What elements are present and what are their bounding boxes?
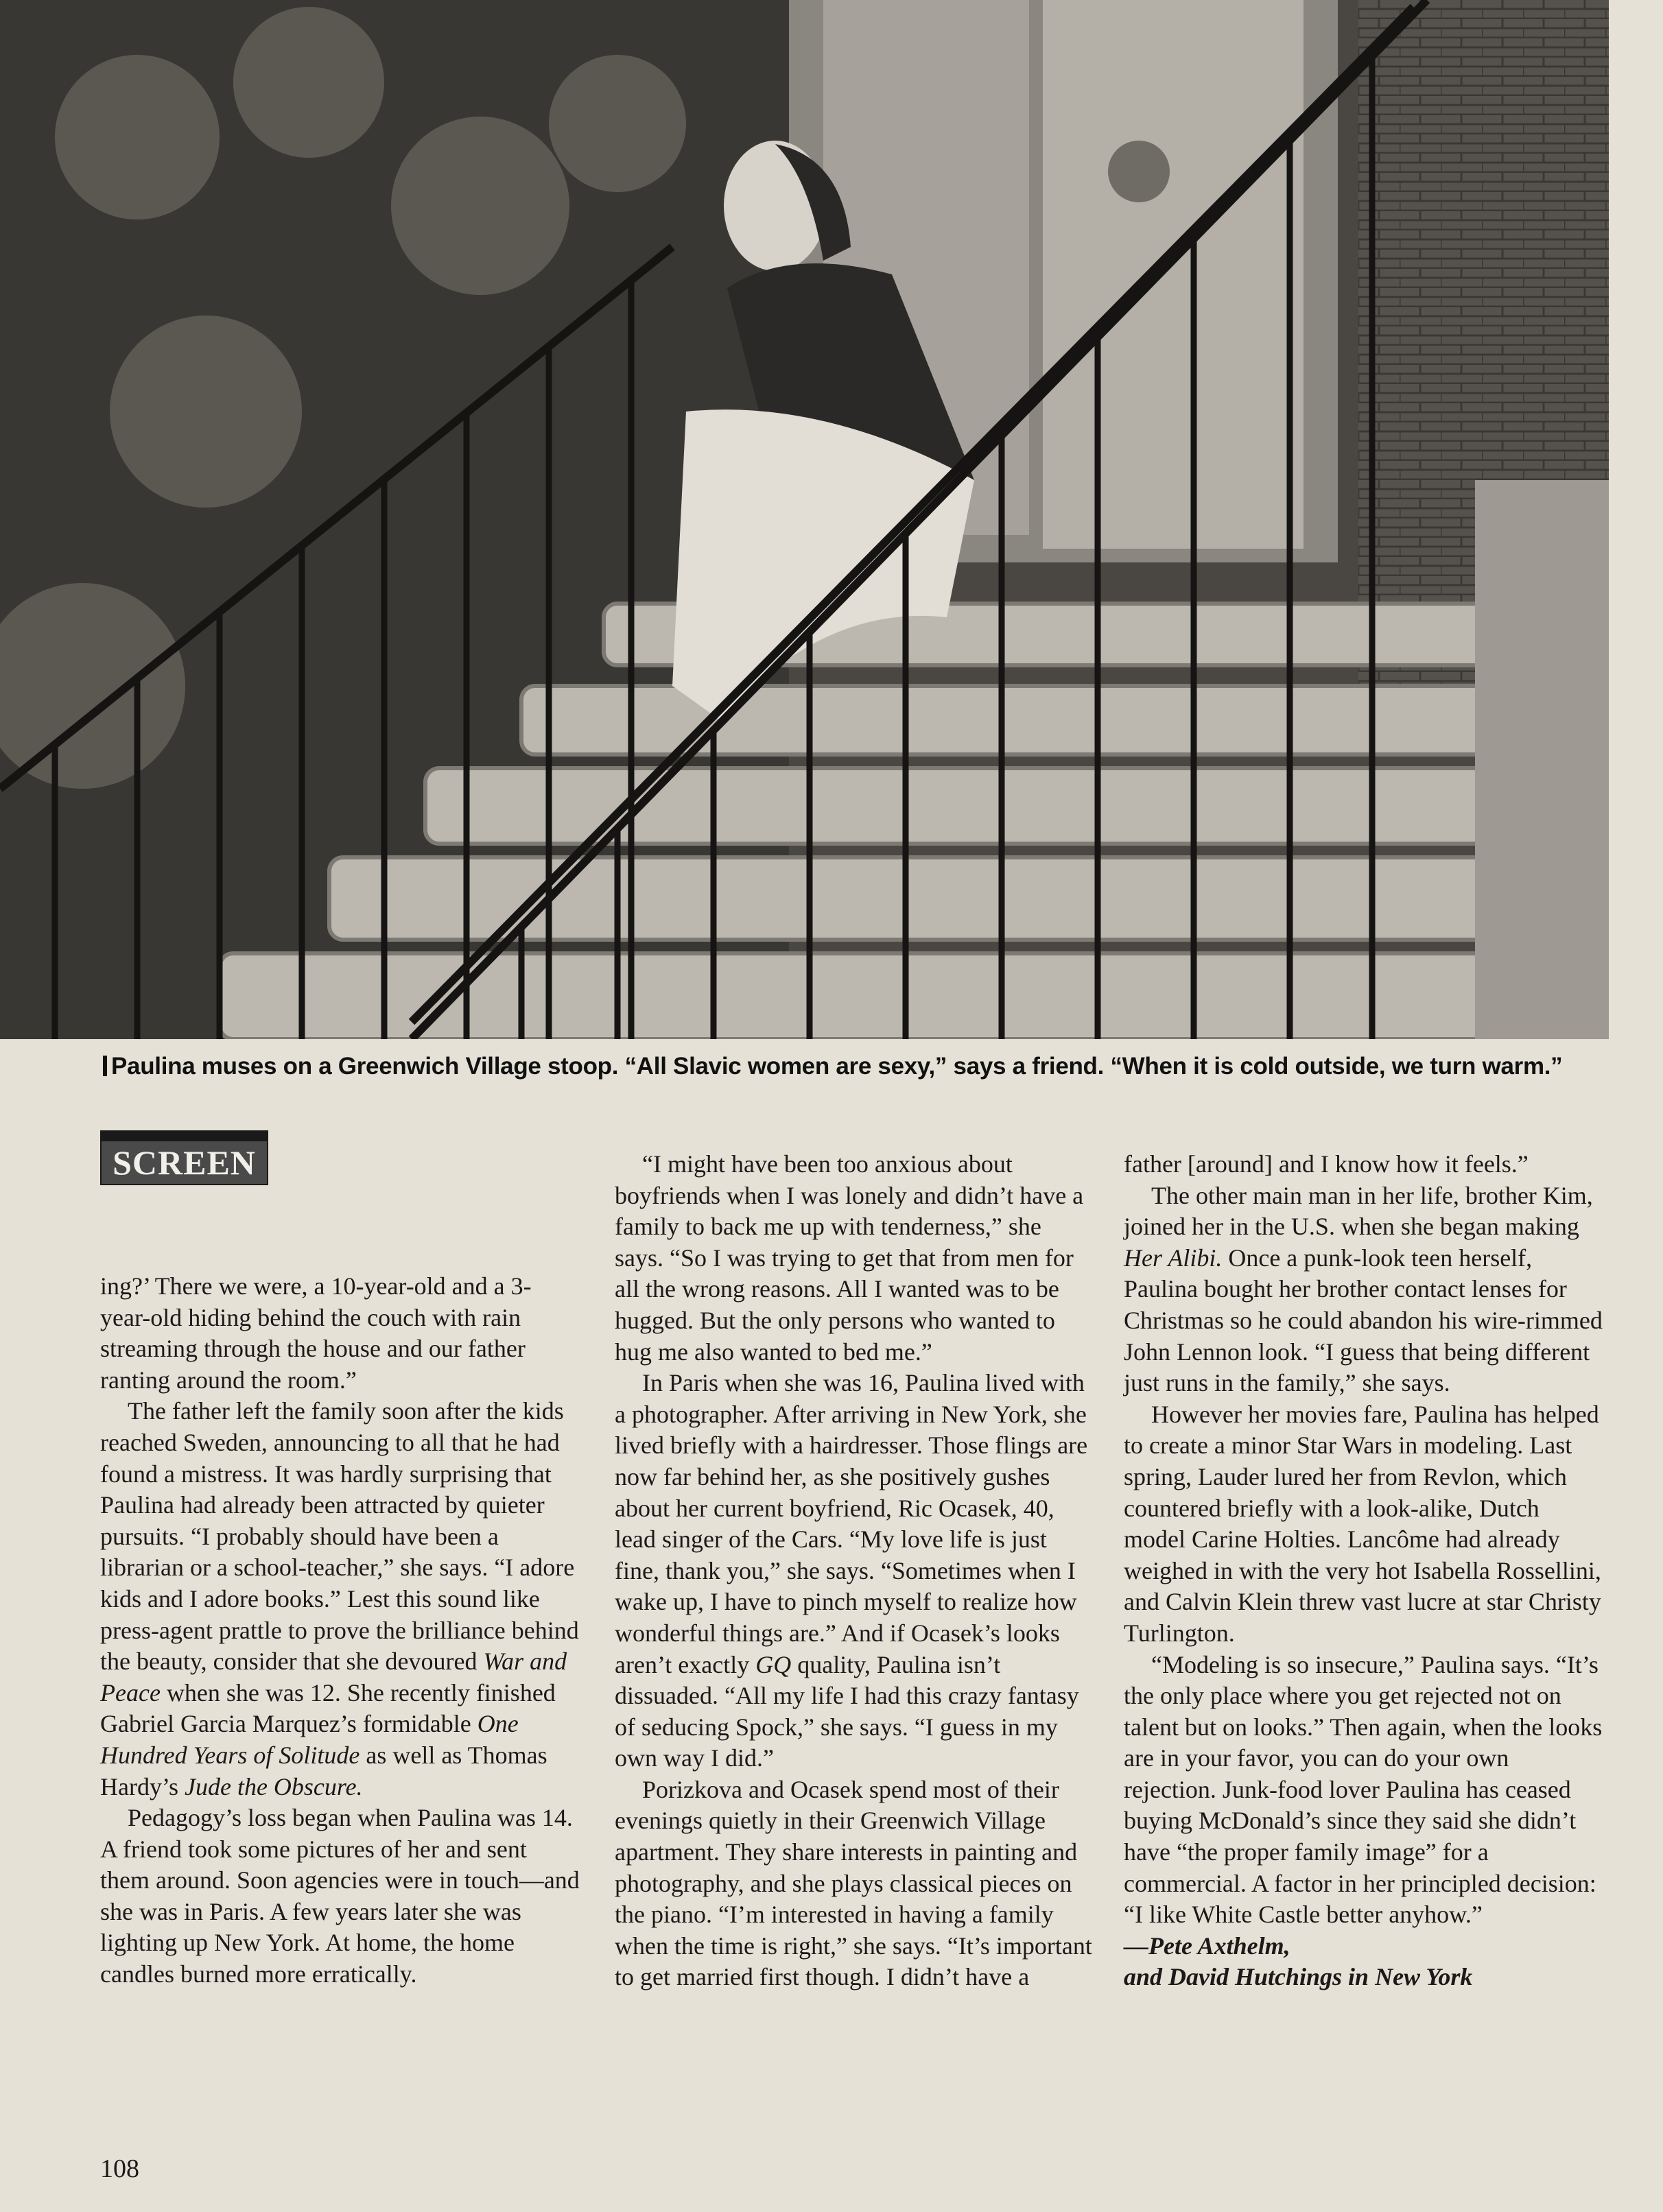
photo-illustration: [0, 0, 1609, 1039]
photo-caption: [103, 1053, 1612, 1080]
paragraph: “I might have been too anxious about boyfriends when I was lonely and didn’t have a family to back me up with tenderness,” she says. “So I was trying to get that from men for all the wrong reasons. All I wanted was to be hugged. But the only persons who wanted to hug me also wanted to bed me.”: [615, 1150, 1084, 1366]
paragraph: father [around] and I know how it feels.”: [1124, 1150, 1529, 1178]
section-logo: [100, 1130, 268, 1185]
article-photo: [0, 0, 1609, 1039]
paragraph: However her movies fare, Paulina has helped to create a minor Star Wars in modeling. Last spring, Lauder lured her from Revlon, which countered briefly with a look-alike, Dutch model Carine Holties. Lancôme had already weighed in with the very hot Isabella Rossellini, and Calvin Klein threw vast lucre at star Christy Turlington.: [1124, 1400, 1601, 1647]
stone-pillar: [1475, 480, 1609, 1039]
paragraph: “Modeling is so insecure,” Paulina says. “It’s the only place where you get rejected not on talent but on looks.” Then again, when the looks are in your favor, you can do your own rejection. Junk-food lover Paulina has ceased buying McDonald’s since they said she didn’t have “the proper family image” for a commercial. A factor in her principled decision: “I like White Castle better anyhow.”: [1124, 1650, 1603, 1929]
paragraph: The other main man in her life, brother Kim, joined her in the U.S. when she began making Her Alibi. Once a punk-look teen herself, Paulina bought her brother contact lenses for Christmas so he could abandon his wire-rimmed John Lennon look. “I guess that being different just runs in the family,” she says.: [1124, 1181, 1603, 1397]
paragraph: In Paris when she was 16, Paulina lived with a photographer. After arriving in New York, she lived briefly with a hairdresser. Those flings are now far behind her, as she positively gushes about her current boyfriend, Ric Ocasek, 40, lead singer of the Cars. “My love life is just fine, thank you,” she says. “Sometimes when I wake up, I have to pinch myself to realize how wonderful things are.” And if Ocasek’s looks aren’t exactly GQ quality, Paulina isn’t dissuaded. “All my life I had this crazy fantasy of seducing Spock,” she says. “I guess in my own way I did.”: [615, 1369, 1088, 1772]
paragraph: The father left the family soon after the kids reached Sweden, announcing to all that he had found a mistress. It was hardly surprising that Paulina had already been attracted by quieter pursuits. “I probably should have been a librarian or a school-teacher,” she says. “I adore kids and I adore books.” Lest this sound like press-agent prattle to prove the brilliance behind the beauty, consider that she devoured War and Peace when she was 12. She recently finished Gabriel Garcia Marquez’s formidable One Hundred Years of Solitude as well as Thomas Hardy’s Jude the Obscure.: [100, 1397, 579, 1800]
caption-text: Paulina muses on a Greenwich Village stoop. “All Slavic women are sexy,” says a friend. “When it is cold outside, we turn warm.”: [111, 1053, 1563, 1080]
paragraph: Porizkova and Ocasek spend most of their evenings quietly in their Greenwich Village apartment. They share interests in painting and photography, and she plays classical pieces on the piano. “I’m interested in having a family when the time is right,” she says. “It’s important to get married first though. I didn’t have a: [615, 1775, 1092, 1991]
article-column-3: [1124, 1149, 1604, 1993]
caption-marker: [103, 1056, 107, 1076]
page-number: 108: [100, 2154, 139, 2183]
paragraph: Pedagogy’s loss began when Paulina was 14. A friend took some pictures of her and sent them around. Soon agencies were in touch—and she was in Paris. A few years later she was lighting up New York. At home, the home candles burned more erratically.: [100, 1804, 580, 1988]
byline-2: and David Hutchings in New York: [1124, 1963, 1473, 1991]
byline-1: —Pete Axthelm,: [1124, 1931, 1290, 1960]
paragraph: ing?’ There we were, a 10-year-old and a 3-year-old hiding behind the couch with rain streaming through the house and our father ranting around the room.”: [100, 1272, 532, 1394]
article-column-1: [100, 1271, 580, 1990]
section-logo-text: SCREEN: [100, 1140, 268, 1185]
article-column-2: [615, 1149, 1095, 1993]
logo-rule: [100, 1130, 268, 1140]
